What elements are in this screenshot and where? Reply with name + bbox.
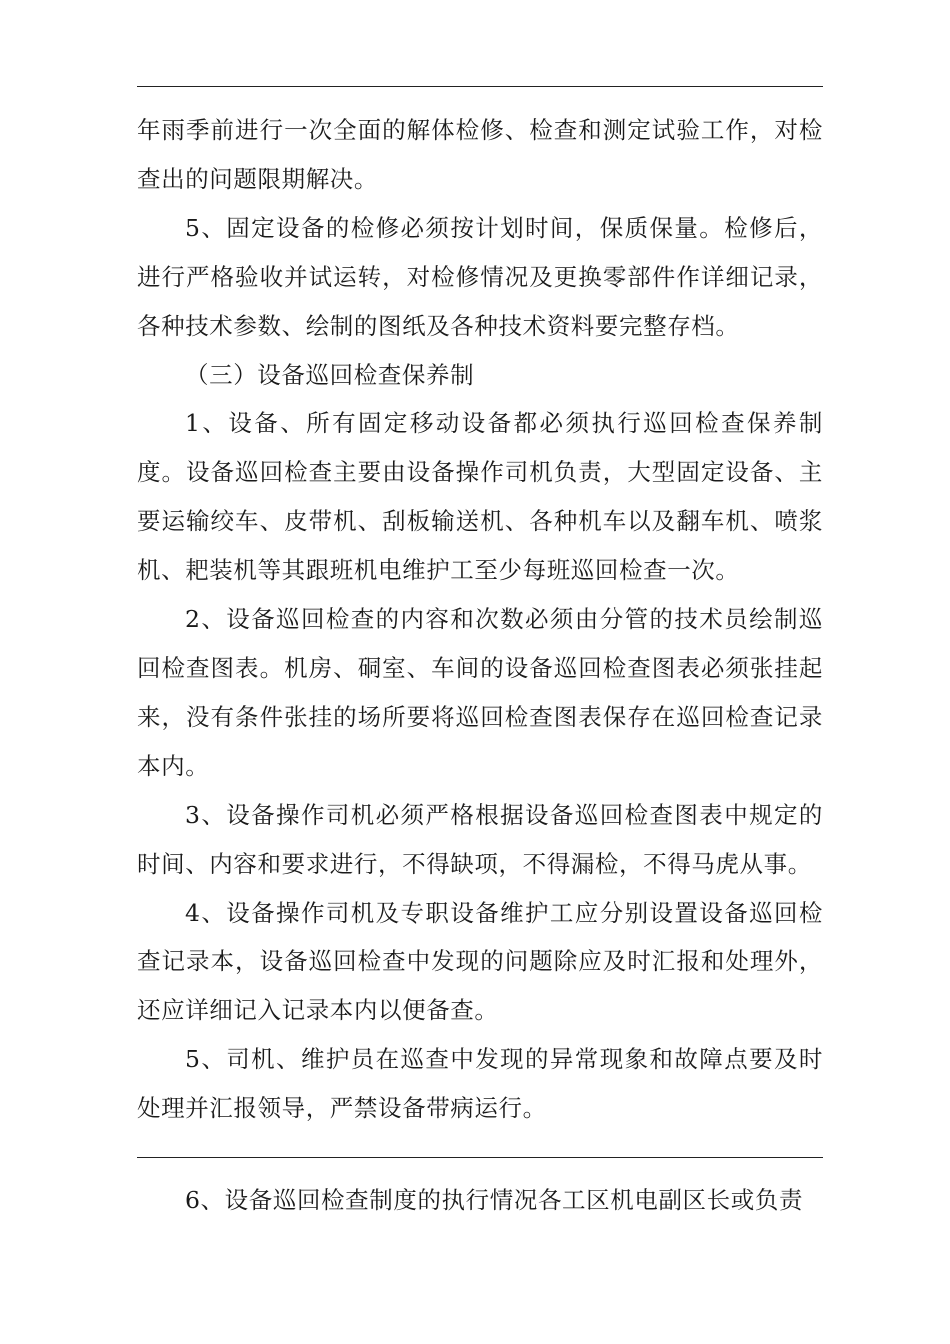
section-heading: （三）设备巡回检查保养制 (185, 360, 475, 389)
paragraph-item-2: 2、设备巡回检查的内容和次数必须由分管的技术员绘制巡回检查图表。机房、硐室、车间的设备巡回检查图表必须张挂起来，没有条件张挂的场所要将巡回检查图表保存在巡回检查记录本内。 (137, 605, 823, 780)
paragraph-item-5: 5、司机、维护员在巡查中发现的异常现象和故障点要及时处理并汇报领导，严禁设备带病运行。 (137, 1045, 823, 1123)
paragraph-continuation: 年雨季前进行一次全面的解体检修、检查和测定试验工作，对检查出的问题限期解决。 (137, 116, 823, 193)
next-page-body (137, 1176, 823, 1225)
paragraph-item-3: 3、设备操作司机必须严格根据设备巡回检查图表中规定的时间、内容和要求进行，不得缺项，不得漏检，不得马虎从事。 (137, 800, 823, 878)
header-rule (137, 86, 823, 87)
paragraph-item-1: 1、设备、所有固定移动设备都必须执行巡回检查保养制度。设备巡回检查主要由设备操作司机负责，大型固定设备、主要运输绞车、皮带机、刮板输送机、各种机车以及翻车机、喷浆机、耙装机等其跟班机电维护工至少每班巡回检查一次。 (137, 409, 823, 585)
paragraph-item-4: 4、设备操作司机及专职设备维护工应分别设置设备巡回检查记录本，设备巡回检查中发现的问题除应及时汇报和处理外，还应详细记入记录本内以便备查。 (137, 898, 823, 1025)
paragraph-item-6: 6、设备巡回检查制度的执行情况各工区机电副区长或负责 (185, 1186, 804, 1214)
page-break-rule (137, 1157, 823, 1158)
document-body (137, 106, 823, 1133)
paragraph-item-5-maintenance: 5、固定设备的检修必须按计划时间，保质保量。检修后，进行严格验收并试运转，对检修情况及更换零部件作详细记录，各种技术参数、绘制的图纸及各种技术资料要完整存档。 (137, 213, 823, 340)
